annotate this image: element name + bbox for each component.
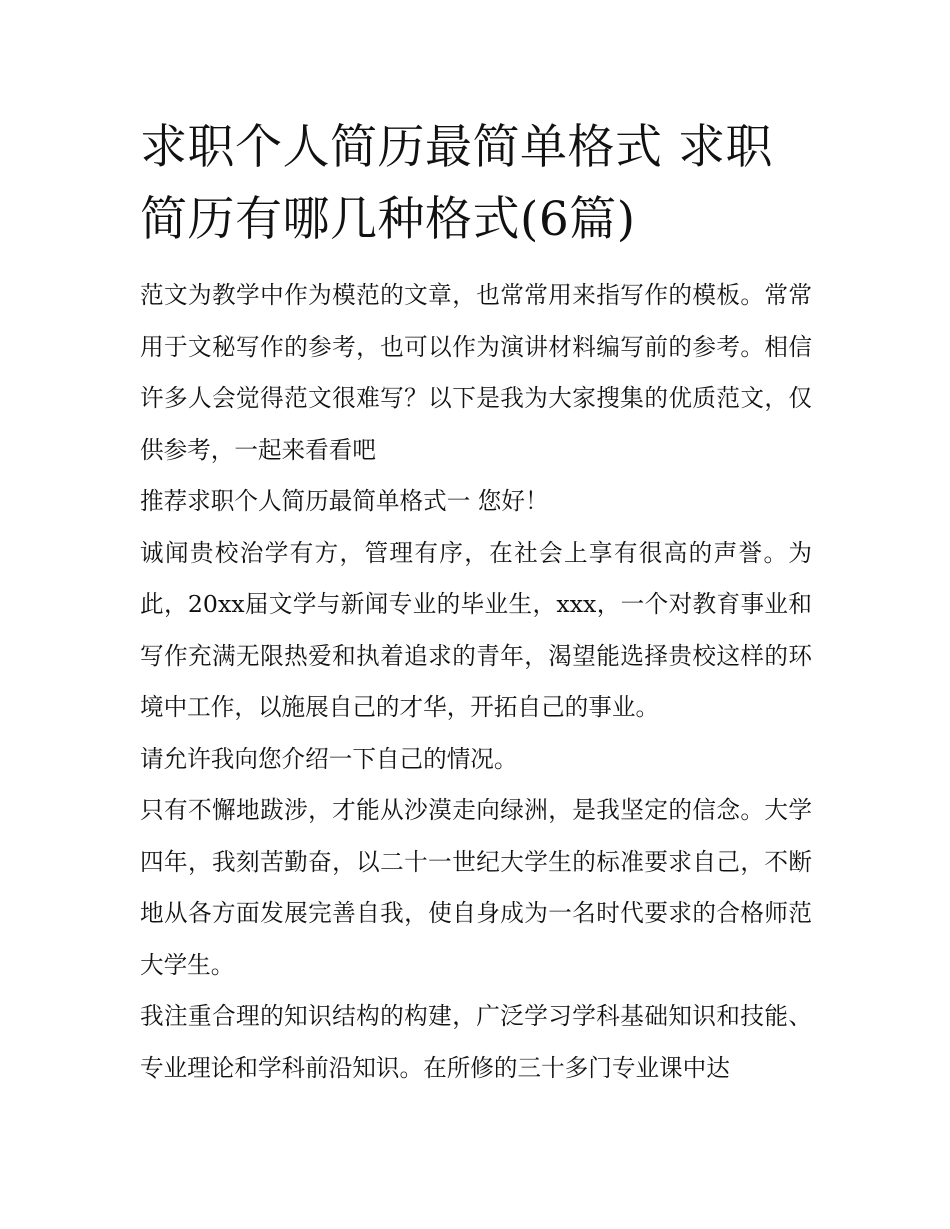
paragraph-school-praise: 诚闻贵校治学有方，管理有序，在社会上享有很高的声誉。为此，20xx届文学与新闻专业的毕业生，xxx，一个对教育事业和写作充满无限热爱和执着追求的青年，渴望能选择贵校这样的环境中工作，以施展自己的才华，开拓自己的事业。: [140, 538, 812, 721]
document-title: 求职个人简历最简单格式 求职简历有哪几种格式(6篇): [140, 120, 773, 247]
document-body: [140, 112, 812, 1094]
paragraph-intro: 范文为教学中作为模范的文章，也常常用来指写作的模板。常常用于文秘写作的参考，也可以作为演讲材料编写前的参考。相信许多人会觉得范文很难写？以下是我为大家搜集的优质范文，仅供参考，一起来看看吧: [140, 281, 812, 464]
paragraph-greeting: 推荐求职个人简历最简单格式一 您好！: [140, 487, 549, 515]
paragraph-belief: 只有不懈地跋涉，才能从沙漠走向绿洲，是我坚定的信念。大学四年，我刻苦勤奋，以二十一世纪大学生的标准要求自己，不断地从各方面发展完善自我，使自身成为一名时代要求的合格师范大学生。: [140, 796, 812, 979]
paragraph-introduction-request: 请允许我向您介绍一下自己的情况。: [140, 744, 518, 773]
paragraph-knowledge: 我注重合理的知识结构的构建，广泛学习学科基础知识和技能、专业理论和学科前沿知识。在所修的三十多门专业课中达: [140, 1002, 812, 1082]
